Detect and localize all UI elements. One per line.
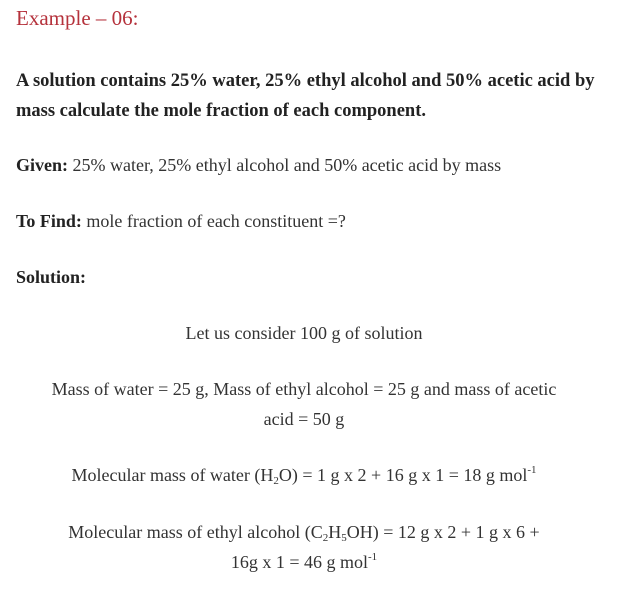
ethanol-superscript: -1 xyxy=(367,551,378,563)
masses-line-1: Mass of water = 25 g, Mass of ethyl alcohol = 25 g and mass of acetic xyxy=(51,379,557,399)
to-find-paragraph xyxy=(16,206,346,236)
ethanol-prefix: Molecular mass of ethyl alcohol (C xyxy=(68,522,323,542)
water-superscript: -1 xyxy=(527,464,537,476)
solution-paragraph xyxy=(16,262,86,292)
ethanol-subscript-1: 2 xyxy=(322,532,329,544)
ethanol-h: H xyxy=(328,522,342,542)
ethanol-molecular-mass-paragraph xyxy=(16,517,592,577)
masses-line-2: acid = 50 g xyxy=(263,409,345,429)
water-molecular-mass-line xyxy=(16,460,592,490)
given-paragraph xyxy=(16,150,501,180)
masses-paragraph xyxy=(16,374,592,434)
to-find-label: To Find: xyxy=(16,211,82,231)
ethanol-mid: OH) = 12 g x 2 + 1 g x 6 + xyxy=(346,522,540,542)
ethanol-line-1 xyxy=(16,517,592,547)
given-text: 25% water, 25% ethyl alcohol and 50% acetic acid by mass xyxy=(72,155,502,175)
ethanol-line-2-text: 16g x 1 = 46 g mol xyxy=(230,552,368,572)
ethanol-subscript-2: 5 xyxy=(341,532,347,544)
solution-label: Solution: xyxy=(16,267,87,287)
water-mid: O) = 1 g x 2 + 16 g x 1 = 18 g mol xyxy=(278,465,528,485)
consider-line: Let us consider 100 g of solution xyxy=(185,323,423,343)
water-prefix: Molecular mass of water (H xyxy=(71,465,274,485)
water-subscript: 2 xyxy=(273,475,279,487)
given-label: Given: xyxy=(16,155,68,175)
example-heading: Example – 06: xyxy=(16,6,139,30)
question-text: A solution contains 25% water, 25% ethyl alcohol and 50% acetic acid by mass calculate the mole fraction of each component. xyxy=(16,71,595,121)
ethanol-line-2 xyxy=(16,547,592,577)
to-find-text: mole fraction of each constituent =? xyxy=(86,211,346,231)
